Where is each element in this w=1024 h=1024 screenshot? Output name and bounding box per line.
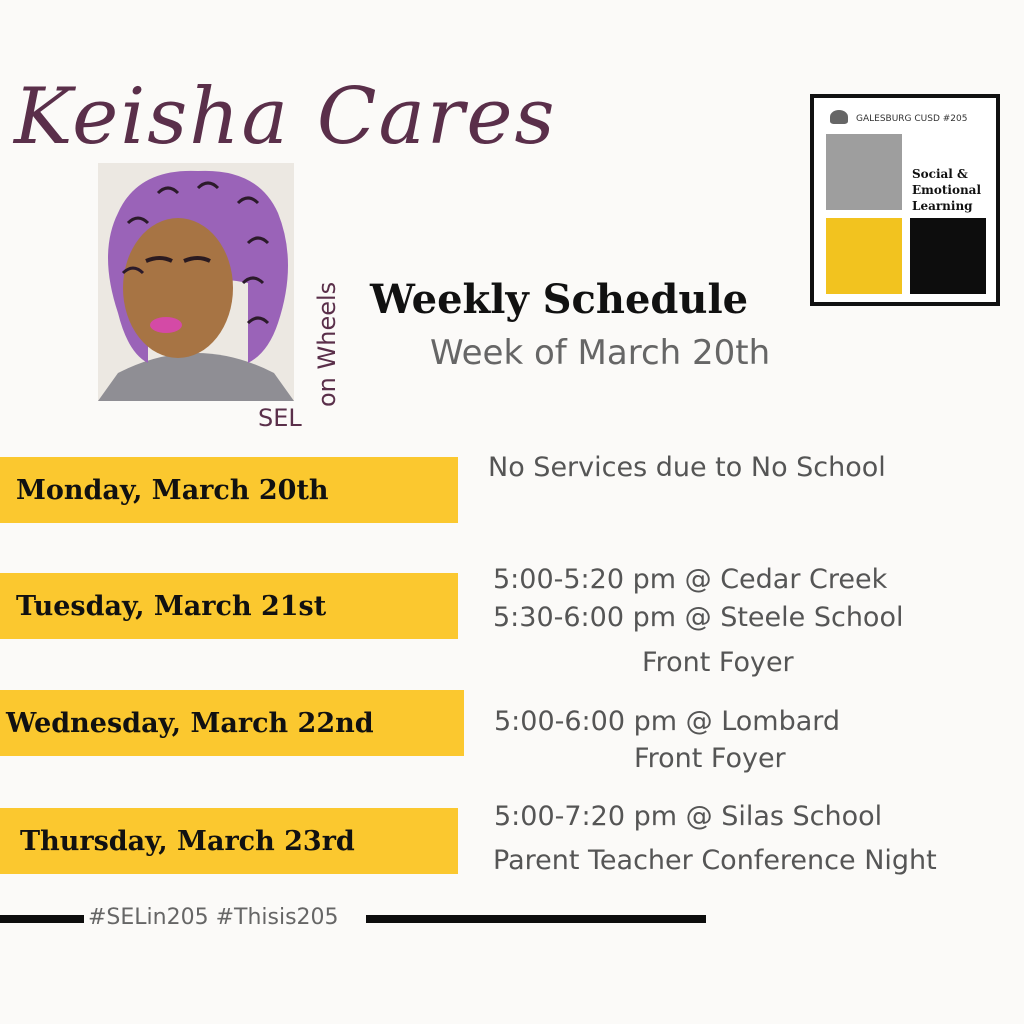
- galesburg-sel-logo: [810, 94, 1000, 306]
- schedule-info-monday: No Services due to No School: [488, 452, 886, 483]
- day-bar-monday: [0, 457, 458, 523]
- footer-line-left: [0, 915, 84, 923]
- district-seal-icon: [830, 110, 848, 124]
- day-label: Wednesday, March 22nd: [6, 707, 374, 739]
- day-label: Monday, March 20th: [16, 474, 329, 506]
- schedule-info-line: Front Foyer: [634, 743, 786, 774]
- logo-text: Social & Emotional Learning: [912, 167, 982, 213]
- day-bar-thursday: [0, 808, 458, 874]
- day-bar-wednesday: [0, 690, 464, 756]
- day-label: Thursday, March 23rd: [20, 825, 355, 857]
- sel-label: SEL: [258, 404, 302, 432]
- logo-yellow-square: [826, 218, 902, 294]
- keisha-cares-title: Keisha Cares: [14, 72, 557, 162]
- logo-gray-square: [826, 134, 902, 210]
- footer-line-right: [366, 915, 706, 923]
- logo-org-name: GALESBURG CUSD #205: [856, 114, 968, 124]
- weekly-schedule-heading: Weekly Schedule: [370, 276, 749, 323]
- day-bar-tuesday: [0, 573, 458, 639]
- schedule-info-line: Front Foyer: [642, 647, 794, 678]
- portrait-illustration: [98, 163, 294, 401]
- hashtags: #SELin205 #Thisis205: [88, 905, 339, 930]
- on-wheels-vertical-label: on Wheels: [313, 281, 341, 407]
- day-label: Tuesday, March 21st: [16, 590, 327, 622]
- logo-black-square: [910, 218, 986, 294]
- schedule-info-line: 5:00-5:20 pm @ Cedar Creek: [493, 564, 888, 595]
- schedule-info-line: 5:00-7:20 pm @ Silas School: [494, 801, 883, 832]
- schedule-info-line: 5:00-6:00 pm @ Lombard: [494, 706, 841, 737]
- week-of-subheading: Week of March 20th: [430, 333, 771, 373]
- schedule-info-line: 5:30-6:00 pm @ Steele School: [493, 602, 904, 633]
- schedule-info-line: Parent Teacher Conference Night: [493, 845, 937, 876]
